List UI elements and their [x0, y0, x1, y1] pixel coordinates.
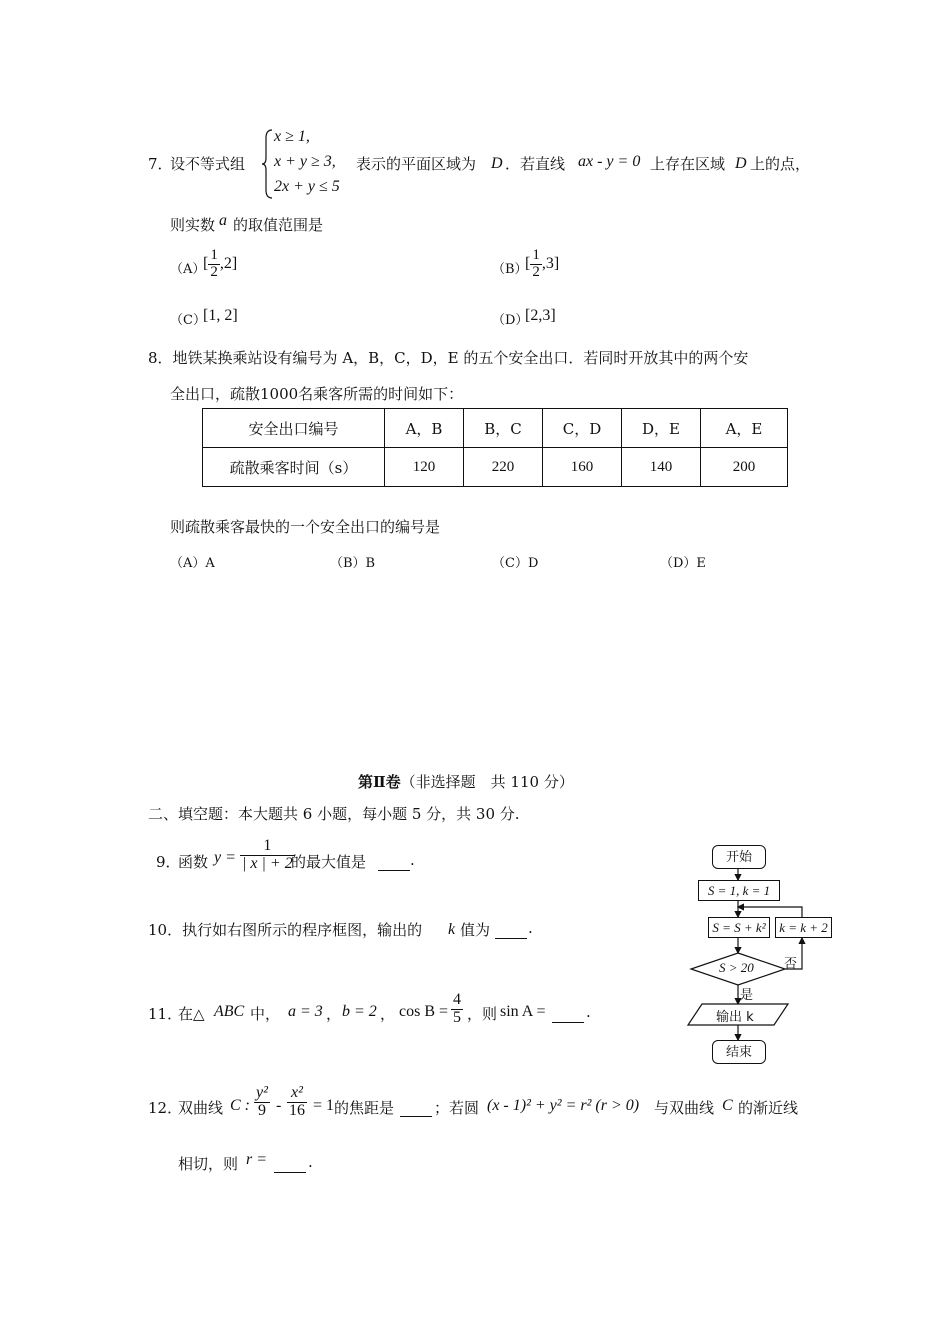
- q7-option-b-label: （B）: [492, 262, 528, 277]
- section-2-instructions: 二、填空题：本大题共 6 小题，每小题 5 分，共 30 分.: [148, 805, 520, 823]
- flowchart-condition: S > 20: [719, 960, 754, 975]
- system-brace: [262, 128, 274, 200]
- q9-lhs: y =: [214, 849, 236, 866]
- q7-option-d-value: [2,3]: [525, 307, 556, 324]
- q11-number: 11．: [148, 1005, 183, 1023]
- q12-curve-name: C :: [230, 1097, 250, 1114]
- q7-number: 7．: [148, 155, 173, 173]
- q7-option-b-value: [ $\frac{1}{2}$ ,3]: [525, 247, 560, 280]
- q12-fraction-x: $\frac{\text{x²}}{16}$: [289, 1084, 305, 1119]
- q10-end: .: [528, 919, 533, 937]
- q7-text-d: 上的点，: [750, 155, 811, 173]
- q10-text: 10．执行如右图所示的程序框图，输出的: [148, 921, 423, 939]
- q12-number: 12．: [148, 1099, 183, 1117]
- q12-mid4: 的渐近线: [738, 1099, 799, 1117]
- system-line-3: 2x + y ≤ 5: [274, 178, 340, 195]
- system-line-2: x + y ≥ 3,: [274, 153, 336, 170]
- q11-answer-blank: [552, 1010, 584, 1023]
- q12-answer-blank-2: [274, 1160, 306, 1173]
- system-line-1: x ≥ 1,: [274, 128, 310, 145]
- q11-end: .: [586, 1003, 591, 1021]
- flowchart-end: 结束: [712, 1040, 766, 1064]
- table-header-cell: D，E: [622, 409, 701, 448]
- q7-option-d-label: （D）: [492, 313, 529, 328]
- q7-line2-a: 则实数: [170, 216, 216, 234]
- q12-curve-name-2: C: [722, 1097, 733, 1114]
- q11-comma: ，: [326, 1005, 342, 1023]
- q12-line2: 相切，则: [178, 1155, 239, 1173]
- q7-region-d2: D: [735, 155, 747, 172]
- table-header-row: [203, 409, 788, 448]
- q7-option-a-label: （A）: [170, 262, 206, 277]
- q8-option-d: （D）E: [660, 556, 706, 571]
- evacuation-table: [202, 408, 788, 487]
- q11-cos-fraction: $\frac{4}{5}$: [453, 991, 461, 1026]
- table-header-cell: A，E: [701, 409, 788, 448]
- q11-then: ，则: [467, 1005, 498, 1023]
- table-cell: 160: [543, 448, 622, 487]
- q7-var-a: a: [219, 212, 227, 229]
- q12-mid3: 与双曲线: [654, 1099, 715, 1117]
- q11-cos: cos B =: [399, 1003, 449, 1020]
- q8-option-a: （A）A: [170, 556, 215, 571]
- q7-line-eq: ax - y = 0: [578, 153, 641, 170]
- q9-answer-blank: [378, 858, 410, 871]
- table-cell: 140: [622, 448, 701, 487]
- q11-mid: 中，: [250, 1005, 281, 1023]
- q8-option-b: （B）B: [330, 556, 376, 571]
- q7-line2-b: 的取值范围是: [233, 216, 324, 234]
- q7-lead: 设不等式组: [170, 155, 246, 173]
- table-cell: 疏散乘客时间（s）: [203, 448, 385, 487]
- q10-k: k: [448, 921, 456, 938]
- flowchart-yes-label: 是: [740, 988, 754, 1003]
- q9-lead: 函数: [178, 853, 209, 871]
- q12-mid2: ；若圆: [434, 1099, 480, 1117]
- q12-mid1: 的焦距是: [334, 1099, 395, 1117]
- q7-region-d: D: [491, 155, 503, 172]
- q11-triangle: ABC: [214, 1003, 245, 1020]
- table-row: [203, 448, 788, 487]
- q12-fraction-y: $\frac{\text{y²}}{9}$: [256, 1084, 268, 1119]
- q10-answer-blank: [495, 926, 527, 939]
- q7-text-b: ．若直线: [505, 155, 566, 173]
- table-cell: 220: [464, 448, 543, 487]
- table-header-cell: C，D: [543, 409, 622, 448]
- q12-end: .: [308, 1153, 313, 1171]
- q7-text-c: 上存在区域: [650, 155, 726, 173]
- table-cell: 200: [701, 448, 788, 487]
- q11-comma-2: ，: [380, 1005, 396, 1023]
- q12-minus: -: [276, 1097, 282, 1114]
- flowchart-assign: S = S + k²: [708, 917, 770, 938]
- table-header-cell: 安全出口编号: [203, 409, 385, 448]
- q11-b: b = 2: [342, 1003, 377, 1020]
- flowchart-init: S = 1, k = 1: [698, 880, 780, 901]
- q12-answer-blank-1: [400, 1104, 432, 1117]
- q12-eq: = 1: [313, 1097, 335, 1114]
- q10-tail: 值为: [460, 921, 491, 939]
- q9-end: .: [410, 851, 415, 869]
- q12-lead: 双曲线: [178, 1099, 224, 1117]
- q7-option-a-value: [ $\frac{1}{2}$ ,2]: [203, 247, 238, 280]
- q11-sin: sin A =: [500, 1003, 546, 1020]
- q9-fraction: $\frac{1}{| x | + 2}$: [242, 837, 293, 872]
- table-header-cell: B，C: [464, 409, 543, 448]
- flowchart-increment: k = k + 2: [775, 917, 832, 938]
- flowchart-start: 开始: [712, 845, 766, 869]
- table-cell: 120: [385, 448, 464, 487]
- part-2-title: 第Ⅱ卷（非选择题 共 110 分）: [358, 773, 574, 791]
- q9-tail: 的最大值是: [291, 853, 367, 871]
- flowchart-no-label: 否: [784, 957, 798, 972]
- q7-option-c-value: [1, 2]: [203, 307, 238, 324]
- q11-a: a = 3: [288, 1003, 323, 1020]
- q7-text-a: 表示的平面区域为: [356, 155, 477, 173]
- q8-question: 则疏散乘客最快的一个安全出口的编号是: [170, 518, 441, 536]
- q11-lead: 在△: [178, 1005, 205, 1023]
- q12-circle: (x - 1)² + y² = r² (r > 0): [487, 1097, 640, 1114]
- flowchart-output: 输出 k: [716, 1010, 754, 1025]
- q12-r: r =: [246, 1151, 268, 1168]
- q9-number: 9．: [156, 853, 181, 871]
- q7-option-c-label: （C）: [170, 313, 206, 328]
- q8-option-c: （C）D: [492, 556, 539, 571]
- flowchart-connectors: [685, 840, 845, 1070]
- q8-line-2: 全出口，疏散1000名乘客所需的时间如下：: [170, 385, 464, 403]
- q8-line-1: 8．地铁某换乘站设有编号为 A，B，C，D，E 的五个安全出口．若同时开放其中的两个安: [148, 349, 749, 367]
- table-header-cell: A，B: [385, 409, 464, 448]
